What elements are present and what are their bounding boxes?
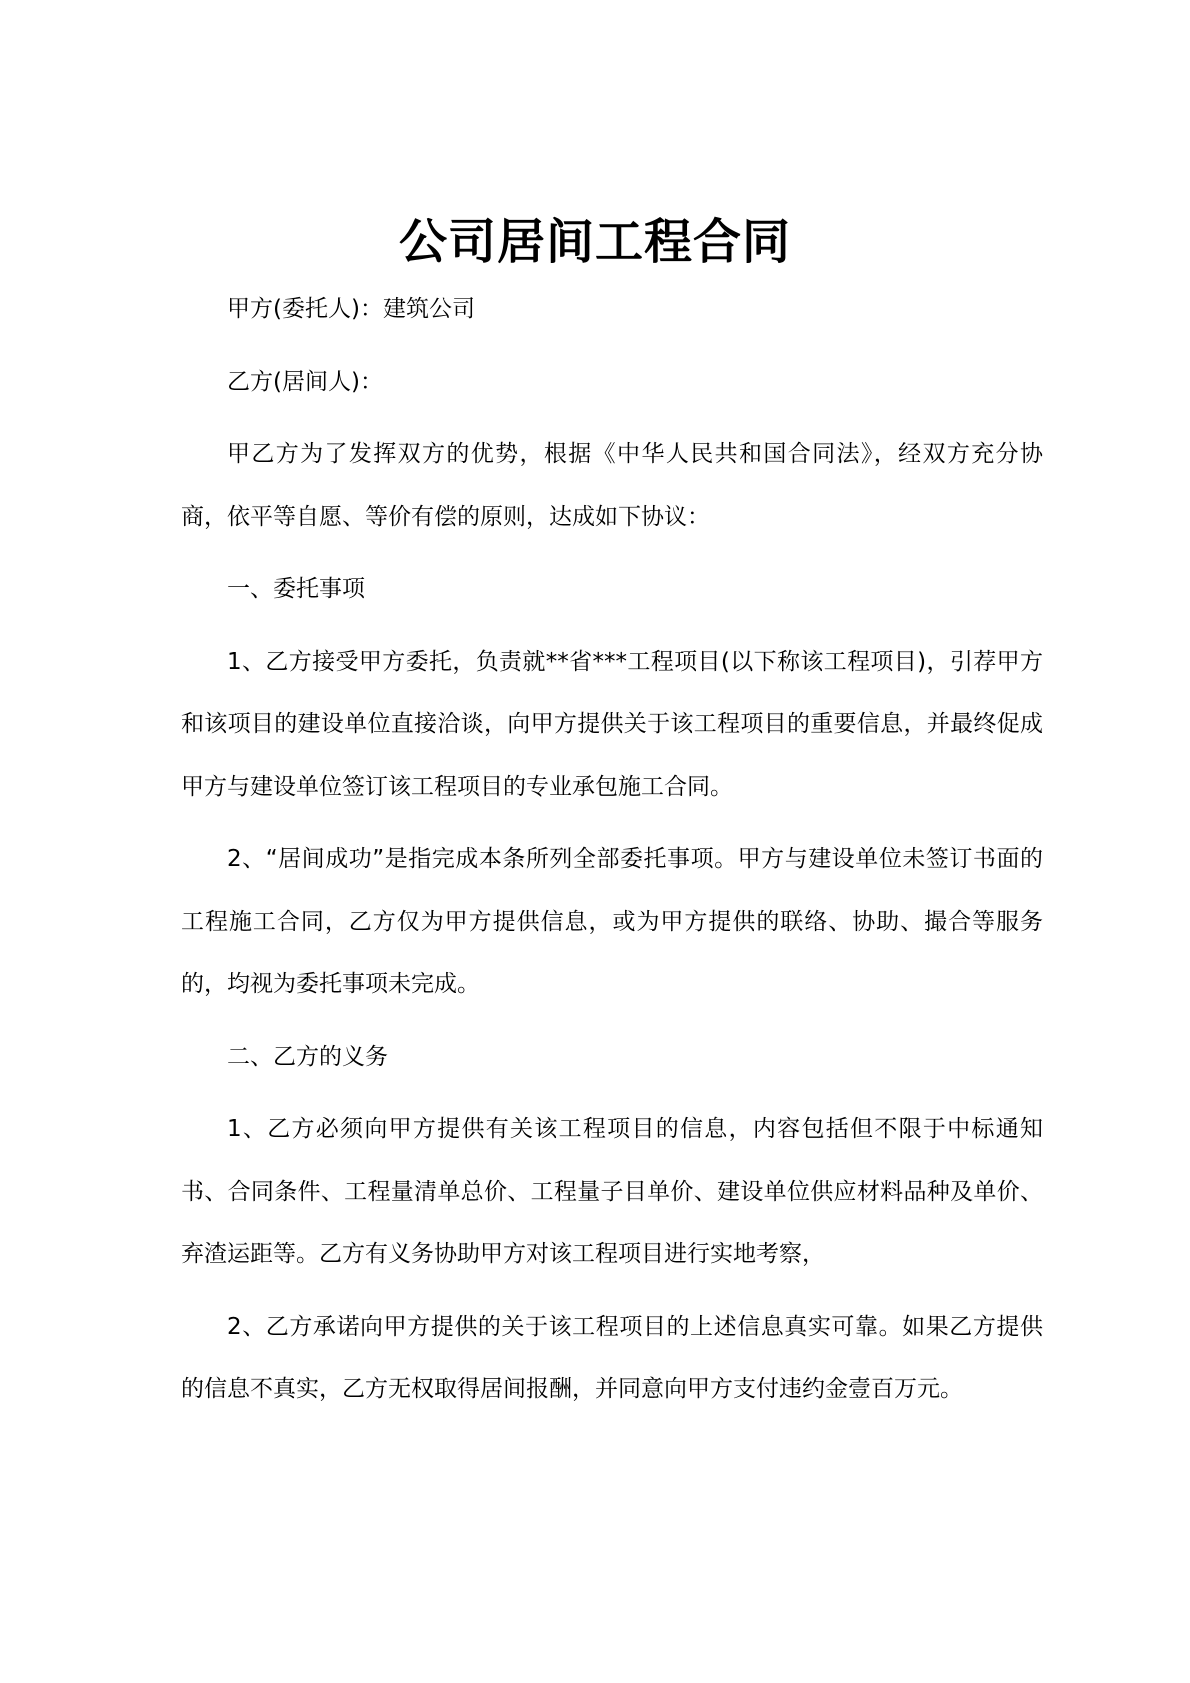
document-body xyxy=(181,278,1043,1431)
clause-1-2: 2、“居间成功”是指完成本条所列全部委托事项。甲方与建设单位未签订书面的工程施工合同，乙方仅为甲方提供信息，或为甲方提供的联络、协助、撮合等服务的，均视为委托事项未完成。 xyxy=(181,846,1043,997)
section-heading-entrusted-matters: 一、委托事项 xyxy=(227,576,365,602)
party-b-line: 乙方(居间人)： xyxy=(227,368,383,395)
clause-1-1: 1、乙方接受甲方委托，负责就**省***工程项目(以下称该工程项目)，引荐甲方和该项目的建设单位直接洽谈，向甲方提供关于该工程项目的重要信息，并最终促成甲方与建设单位签订该工程项目的专业承包施工合同。 xyxy=(181,648,1043,800)
clause-2-2: 2、乙方承诺向甲方提供的关于该工程项目的上述信息真实可靠。如果乙方提供的信息不真实，乙方无权取得居间报酬，并同意向甲方支付违约金壹百万元。 xyxy=(181,1313,1043,1402)
section-heading-party-b-obligations: 二、乙方的义务 xyxy=(227,1043,388,1070)
preamble-paragraph: 甲乙方为了发挥双方的优势，根据《中华人民共和国合同法》，经双方充分协商，依平等自愿、等价有偿的原则，达成如下协议： xyxy=(181,441,1043,530)
document-title: 公司居间工程合同 xyxy=(398,214,791,271)
party-a-line: 甲方(委托人)：建筑公司 xyxy=(227,296,475,322)
clause-2-1: 1、乙方必须向甲方提供有关该工程项目的信息，内容包括但不限于中标通知书、合同条件、工程量清单总价、工程量子目单价、建设单位供应材料品种及单价、弃渣运距等。乙方有义务协助甲方对该工程项目进行实地考察， xyxy=(181,1116,1043,1267)
